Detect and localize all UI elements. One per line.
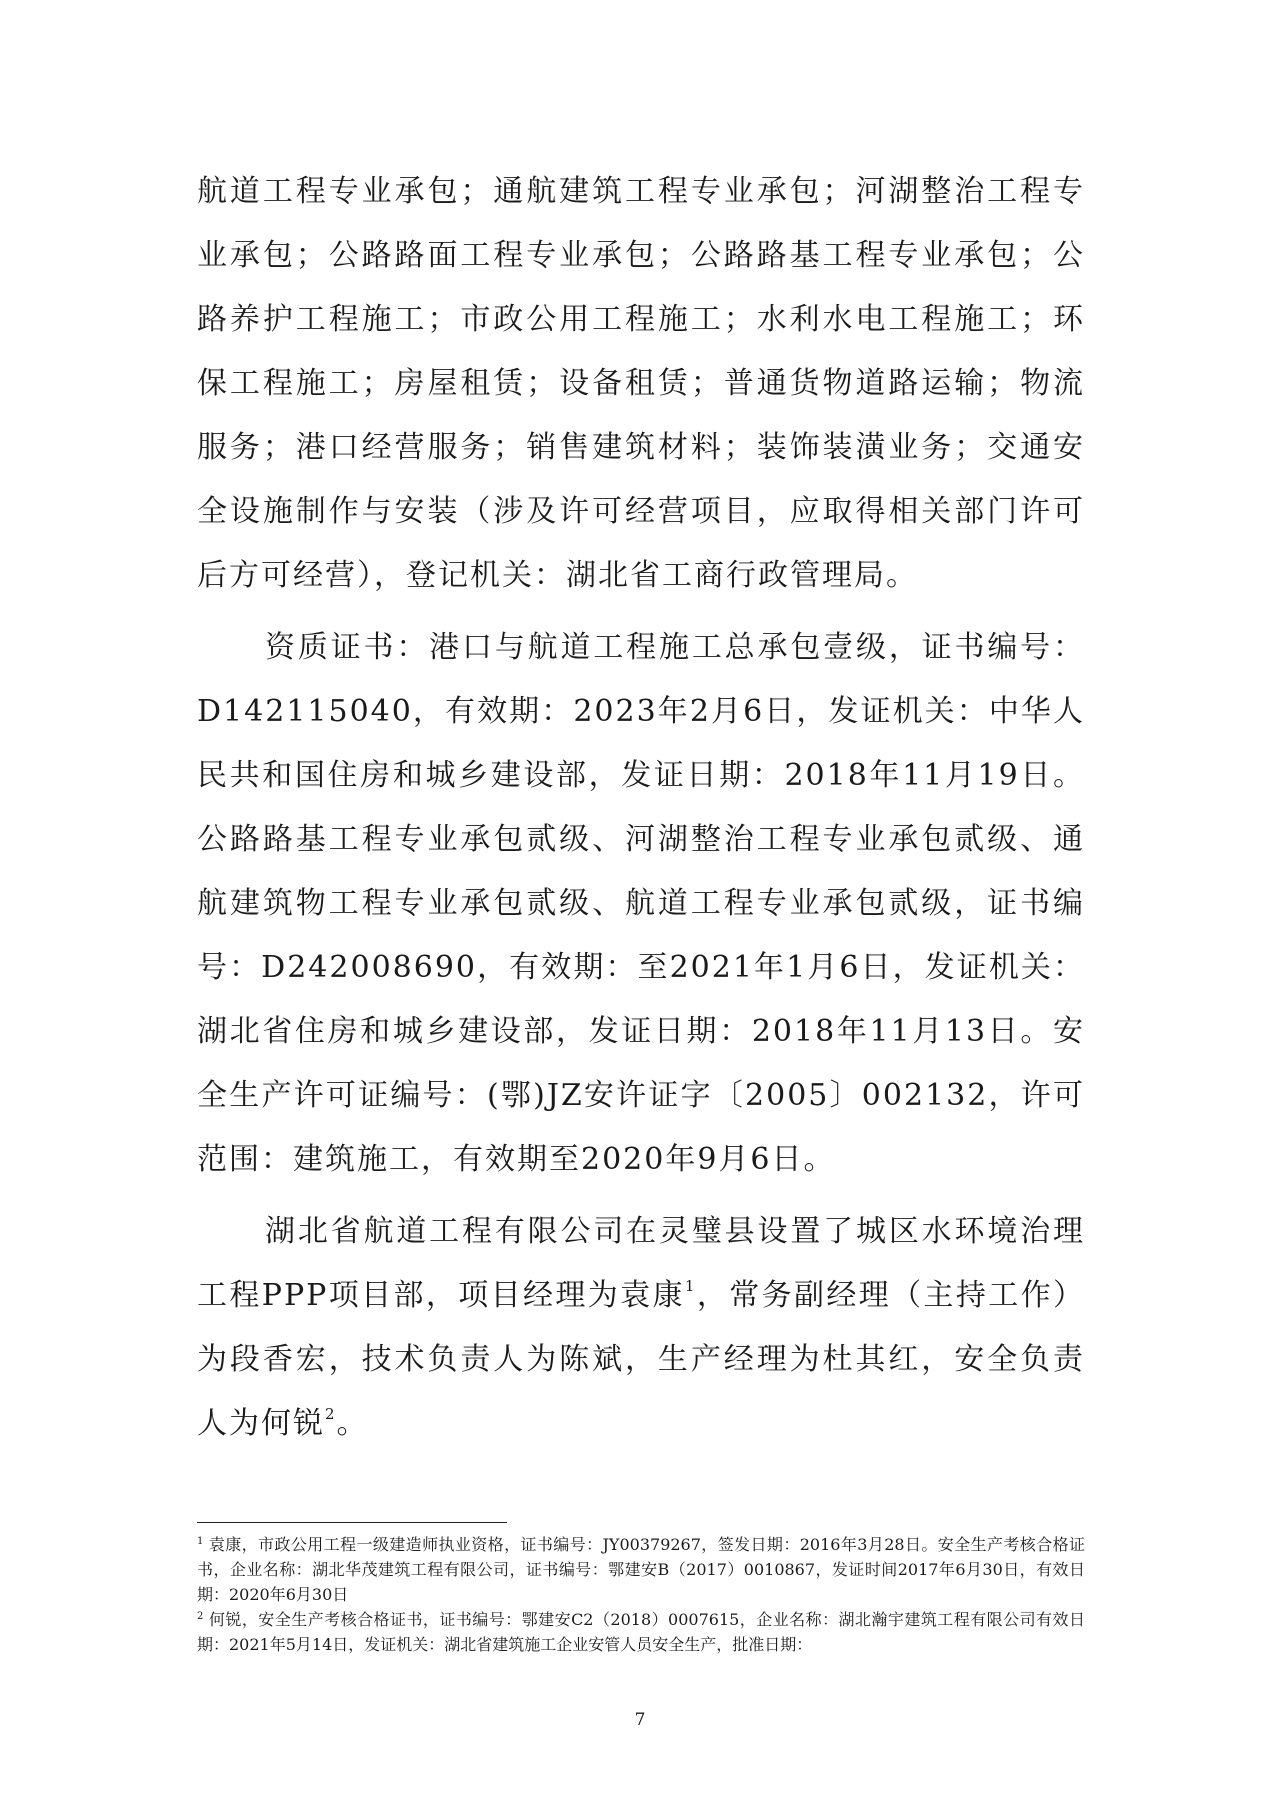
footnote-divider <box>197 1522 507 1523</box>
footnote-2 <box>197 1607 1085 1657</box>
footnote-reference-2[interactable]: 2 <box>325 1405 337 1423</box>
paragraph-text: ，常务副经理（主持工作）为段香宏，技术负责人为陈斌，生产经理为杜其红，安全负责人为何锐 <box>197 1278 1086 1441</box>
body-text <box>197 160 1085 1456</box>
paragraph-business-scope: 航道工程专业承包；通航建筑工程专业承包；河湖整治工程专业承包；公路路面工程专业承包；公路路基工程专业承包；公路养护工程施工；市政公用工程施工；水利水电工程施工；环保工程施工；房屋租赁；设备租赁；普通货物道路运输；物流服务；港口经营服务；销售建筑材料；装饰装潢业务；交通安全设施制作与安装（涉及许可经营项目，应取得相关部门许可后方可经营），登记机关：湖北省工商行政管理局。 <box>197 174 1085 593</box>
paragraph-qualifications: 资质证书：港口与航道工程施工总承包壹级，证书编号：D142115040，有效期：2023年2月6日，发证机关：中华人民共和国住房和城乡建设部，发证日期：2018年11月19日。公路路基工程专业承包贰级、河湖整治工程专业承包贰级、通航建筑物工程专业承包贰级、航道工程专业承包贰级，证书编号：D242008690，有效期：至2021年1月6日，发证机关：湖北省住房和城乡建设部，发证日期：2018年11月13日。安全生产许可证编号：(鄂)JZ安许证字〔2005〕002132，许可范围：建筑施工，有效期至2020年9月6日。 <box>197 630 1085 1177</box>
footnote-text: 何锐，安全生产考核合格证书，证书编号：鄂建安C2（2018）0007615，企业名称：湖北瀚宇建筑工程有限公司有效日期：2021年5月14日，发证机关：湖北省建筑施工企业安管人员安全生产，批准日期： <box>197 1610 1085 1654</box>
footnote-1 <box>197 1532 1085 1607</box>
footnote-text: 袁康，市政公用工程一级建造师执业资格，证书编号：JY00379267，签发日期：2016年3月28日。安全生产考核合格证书，企业名称：湖北华茂建筑工程有限公司，证书编号：鄂建安B（2017）0010867，发证时间2017年6月30日，有效日期：2020年6月30日 <box>197 1535 1085 1604</box>
paragraph-project-department <box>197 1200 1085 1456</box>
paragraph-text: 。 <box>336 1406 369 1441</box>
footnote-reference-1[interactable]: 1 <box>684 1277 697 1295</box>
footnotes <box>197 1532 1085 1657</box>
footnote-mark: 1 <box>197 1536 204 1547</box>
footnote-mark: 2 <box>197 1611 204 1622</box>
page-number: 7 <box>634 1710 646 1730</box>
paragraph-text: 湖北省航道工程有限公司在灵璧县设置了城区水环境治理工程PPP项目部，项目经理为袁康 <box>197 1214 1085 1313</box>
